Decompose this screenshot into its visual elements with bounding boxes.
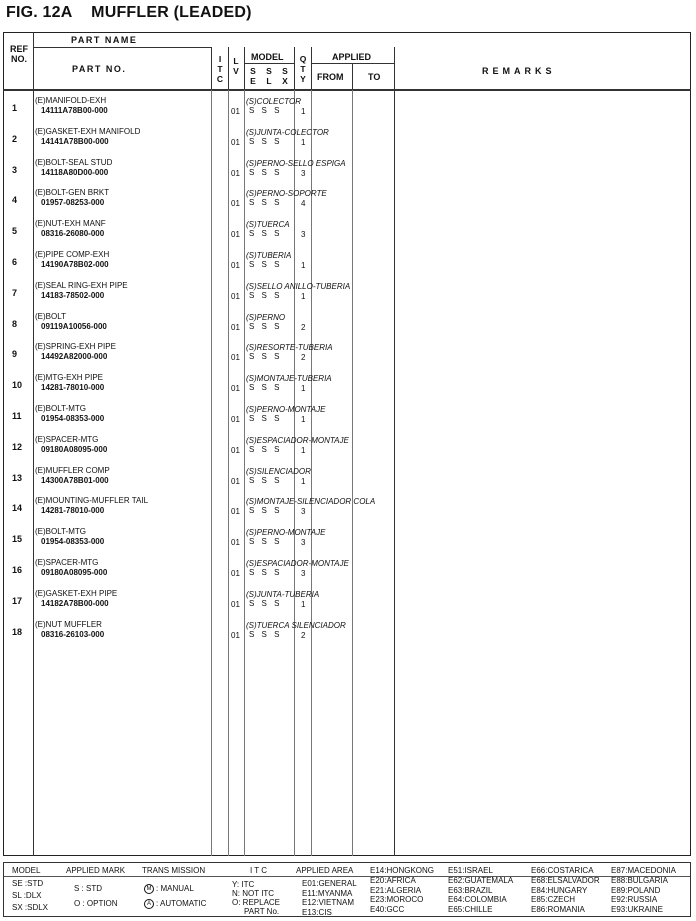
part-number: 08316-26103-000 — [41, 630, 105, 639]
ref-number: 8 — [12, 319, 18, 329]
ref-number: 14 — [12, 503, 23, 513]
spanish-name: (S)PERNO-MONTAJE — [246, 528, 326, 537]
spanish-name: (S)ESPACIADOR-MONTAJE — [246, 559, 349, 568]
spanish-name: (S)JUNTA-TUBERIA — [246, 590, 320, 599]
col-qty-line — [294, 47, 295, 89]
qty-header-q: Q — [299, 54, 307, 64]
col-to-line — [352, 63, 353, 89]
ref-number: 7 — [12, 288, 18, 298]
part-number: 09119A10056-000 — [41, 322, 107, 331]
ref-number: 1 — [12, 103, 18, 113]
part-number: 01957-08253-000 — [41, 198, 105, 207]
spanish-name: (S)PERNO-SOPORTE — [246, 189, 327, 198]
quantity: 1 — [301, 446, 306, 455]
area-e68: E68:ELSALVADOR — [531, 875, 600, 885]
part-name: (E)SPACER-MTG — [35, 435, 99, 444]
level-value: 01 — [231, 569, 240, 578]
ref-header-line1: REF — [10, 44, 28, 54]
area-e13: E13:CIS — [302, 907, 332, 917]
legend-area-col5 — [611, 866, 676, 915]
level-value: 01 — [231, 230, 240, 239]
quantity: 2 — [301, 323, 306, 332]
level-value: 01 — [231, 323, 240, 332]
area-e21: E21:ALGERIA — [370, 885, 422, 895]
spanish-name: (S)TUERCA — [246, 220, 290, 229]
spanish-name: (S)MONTAJE-TUBERIA — [246, 374, 332, 383]
level-value: 01 — [231, 446, 240, 455]
ref-number: 16 — [12, 565, 23, 575]
legend-area-col3 — [448, 866, 513, 915]
quantity: 2 — [301, 631, 306, 640]
qty-header-y: Y — [300, 74, 306, 84]
model-availability: S S S — [249, 568, 280, 577]
part-name: (E)SPACER-MTG — [35, 558, 99, 567]
model-availability: S S S — [249, 445, 280, 454]
spanish-name: (S)SILENCIADOR — [246, 467, 311, 476]
model-divider — [244, 63, 294, 64]
qty-header-t: T — [300, 64, 306, 74]
part-name: (E)BOLT-MTG — [35, 404, 86, 413]
quantity: 4 — [301, 199, 306, 208]
legend-trans-automatic — [144, 899, 206, 909]
page-title — [6, 4, 252, 22]
from-header: FROM — [317, 72, 344, 82]
legend-automatic-label: : AUTOMATIC — [156, 899, 207, 909]
area-e66: E66:COSTARICA — [531, 866, 594, 875]
part-name: (E)GASKET-EXH PIPE — [35, 589, 118, 598]
ref-number: 10 — [12, 380, 23, 390]
ref-number: 18 — [12, 627, 23, 637]
part-name: (E)BOLT — [35, 312, 66, 321]
area-e12: E12:VIETNAM — [302, 898, 355, 907]
quantity: 1 — [301, 261, 306, 270]
part-number: 09180A08095-000 — [41, 568, 108, 577]
part-number: 14141A78B00-000 — [41, 137, 109, 146]
ref-number: 5 — [12, 226, 18, 236]
legend-mark-option: O : OPTION — [74, 899, 118, 908]
model-availability: S S S — [249, 229, 280, 238]
ref-number: 12 — [12, 442, 23, 452]
part-name: (E)NUT-EXH MANF — [35, 219, 106, 228]
model-sx-top: S — [282, 66, 288, 76]
itc-header — [213, 54, 227, 84]
part-name: (E)MTG-EXH PIPE — [35, 373, 104, 382]
model-se-top: S — [250, 66, 256, 76]
quantity: 1 — [301, 384, 306, 393]
legend-applied-mark-header: APPLIED MARK — [66, 866, 126, 875]
part-name: (E)MUFFLER COMP — [35, 466, 110, 475]
model-sl-top: S — [266, 66, 272, 76]
ref-number: 2 — [12, 134, 18, 144]
model-availability: S S S — [249, 168, 280, 177]
quantity: 1 — [301, 107, 306, 116]
spanish-name: (S)PERNO — [246, 313, 286, 322]
area-e62: E62:GUATEMALA — [448, 875, 514, 885]
area-e92: E92:RUSSIA — [611, 895, 658, 905]
legend-manual-label: : MANUAL — [156, 884, 194, 894]
itc-header-i: I — [218, 54, 222, 64]
manual-circle-icon: M — [144, 884, 154, 894]
area-e93: E93:UKRAINE — [611, 905, 664, 915]
spanish-name: (S)COLECTOR — [246, 97, 301, 106]
legend-transmission-header: TRANS MISSION — [142, 866, 206, 875]
model-availability: S S S — [249, 537, 280, 546]
header-bottom-line — [3, 89, 691, 91]
legend-area-col2 — [370, 866, 434, 915]
level-value: 01 — [231, 477, 240, 486]
itc-header-c: C — [216, 74, 224, 84]
spanish-name: (S)TUERCA SILENCIADOR — [246, 621, 346, 630]
col-itc-line — [211, 47, 212, 89]
spanish-name: (S)ESPACIADOR-MONTAJE — [246, 436, 349, 445]
ref-number: 3 — [12, 165, 18, 175]
area-e85: E85:CZECH — [531, 895, 576, 905]
part-name: (E)BOLT-GEN BRKT — [35, 188, 110, 197]
legend-itc-values — [232, 880, 280, 916]
legend-box — [3, 862, 691, 917]
quantity: 3 — [301, 169, 306, 178]
legend-itc-part-no: PART No. — [244, 907, 280, 916]
col-model-body-line — [244, 90, 245, 856]
spanish-name: (S)MONTAJE-SILENCIADOR COLA — [246, 497, 376, 506]
model-availability: S S S — [249, 291, 280, 300]
part-number: 14183-78502-000 — [41, 291, 105, 300]
applied-header: APPLIED — [332, 52, 372, 62]
area-e23: E23:MOROCO — [370, 895, 424, 905]
area-e87: E87:MACEDONIA — [611, 866, 676, 875]
part-number: 14300A78B01-000 — [41, 476, 109, 485]
lv-header-l: L — [233, 56, 239, 66]
ref-header-line2: NO. — [10, 54, 27, 64]
ref-number: 9 — [12, 349, 18, 359]
area-e65: E65:CHILLE — [448, 905, 493, 915]
ref-number: 6 — [12, 257, 18, 267]
spanish-name: (S)PERNO-MONTAJE — [246, 405, 326, 414]
area-e40: E40:GCC — [370, 905, 405, 915]
model-sx-bottom: X — [282, 76, 288, 86]
part-name: (E)BOLT-SEAL STUD — [35, 158, 113, 167]
level-value: 01 — [231, 507, 240, 516]
level-value: 01 — [231, 199, 240, 208]
legend-area-header: APPLIED AREA — [296, 866, 354, 875]
model-availability: S S S — [249, 260, 280, 269]
quantity: 3 — [301, 507, 306, 516]
part-number: 14281-78010-000 — [41, 383, 105, 392]
automatic-circle-icon: A — [144, 899, 154, 909]
model-availability: S S S — [249, 352, 280, 361]
area-e86: E86:ROMANIA — [531, 905, 585, 915]
col-to-body-line — [352, 90, 353, 856]
ref-number: 15 — [12, 534, 23, 544]
spanish-name: (S)SELLO ANILLO-TUBERIA — [246, 282, 351, 291]
legend-itc-y: Y: ITC — [232, 880, 255, 889]
model-col-se — [245, 66, 261, 86]
quantity: 2 — [301, 353, 306, 362]
legend-itc-header: I T C — [250, 866, 268, 875]
ref-no-header — [7, 44, 31, 64]
part-number: 14492A82000-000 — [41, 352, 108, 361]
qty-header — [296, 54, 310, 84]
legend-mark-std: S : STD — [74, 884, 103, 893]
quantity: 1 — [301, 138, 306, 147]
quantity: 3 — [301, 569, 306, 578]
model-col-sx — [277, 66, 293, 86]
part-number: 01954-08353-000 — [41, 414, 105, 423]
legend-itc-o: O: REPLACE — [232, 898, 281, 907]
area-e84: E84:HUNGARY — [531, 885, 588, 895]
legend-area-col4 — [531, 866, 600, 915]
part-number: 01954-08353-000 — [41, 537, 105, 546]
part-name-header: PART NAME — [71, 35, 138, 45]
area-e64: E64:COLOMBIA — [448, 895, 507, 905]
part-name: (E)SPRING-EXH PIPE — [35, 342, 116, 351]
model-sl-bottom: L — [266, 76, 272, 86]
model-availability: S S S — [249, 506, 280, 515]
model-availability: S S S — [249, 137, 280, 146]
quantity: 1 — [301, 600, 306, 609]
level-value: 01 — [231, 384, 240, 393]
figure-number: FIG. 12A — [6, 4, 73, 21]
part-number: 14182A78B00-000 — [41, 599, 109, 608]
area-e01: E01:GENERAL — [302, 879, 357, 888]
area-e51: E51:ISRAEL — [448, 866, 493, 875]
model-availability: S S S — [249, 599, 280, 608]
model-availability: S S S — [249, 106, 280, 115]
part-number: 14118A80D00-000 — [41, 168, 109, 177]
level-value: 01 — [231, 138, 240, 147]
quantity: 1 — [301, 477, 306, 486]
model-availability: S S S — [249, 198, 280, 207]
legend-trans-manual — [144, 884, 194, 894]
ref-number: 11 — [12, 411, 22, 421]
col-ref-line — [33, 32, 34, 856]
spanish-name: (S)RESORTE-TUBERIA — [246, 343, 333, 352]
area-e11: E11:MYANMA — [302, 888, 353, 898]
level-value: 01 — [231, 292, 240, 301]
legend-model-header: MODEL — [12, 866, 41, 875]
quantity: 3 — [301, 538, 306, 547]
part-number: 14190A78B02-000 — [41, 260, 109, 269]
area-e20: E20:AFRICA — [370, 875, 416, 885]
part-name-divider — [33, 47, 211, 48]
level-value: 01 — [231, 538, 240, 547]
level-value: 01 — [231, 600, 240, 609]
model-header: MODEL — [251, 52, 284, 62]
spanish-name: (S)JUNTA-COLECTOR — [246, 128, 329, 137]
level-value: 01 — [231, 631, 240, 640]
model-availability: S S S — [249, 414, 280, 423]
model-col-sl — [261, 66, 277, 86]
part-number: 14111A78B00-000 — [41, 106, 108, 115]
legend-model-sl: SL :DLX — [12, 891, 42, 900]
part-no-header: PART NO. — [72, 64, 127, 74]
part-name: (E)GASKET-EXH MANIFOLD — [35, 127, 141, 136]
area-e14: E14:HONGKONG — [370, 866, 435, 875]
part-number: 09180A08095-000 — [41, 445, 108, 454]
ref-number: 17 — [12, 596, 23, 606]
part-name: (E)PIPE COMP-EXH — [35, 250, 110, 259]
legend-area-col1 — [302, 879, 357, 917]
spanish-name: (S)TUBERIA — [246, 251, 292, 260]
legend-itc-n: N: NOT ITC — [232, 889, 275, 898]
area-e88: E88:BULGARIA — [611, 875, 668, 885]
part-name: (E)MOUNTING-MUFFLER TAIL — [35, 496, 149, 505]
spanish-name: (S)PERNO-SELLO ESPIGA — [246, 159, 346, 168]
part-name: (E)NUT MUFFLER — [35, 620, 102, 629]
col-applied-body-line — [311, 90, 312, 856]
ref-number: 4 — [12, 195, 18, 205]
remarks-header: REMARKS — [482, 66, 556, 76]
figure-title: MUFFLER (LEADED) — [91, 4, 252, 21]
level-value: 01 — [231, 261, 240, 270]
area-e89: E89:POLAND — [611, 885, 661, 895]
legend-model-sx: SX :SDLX — [12, 903, 49, 912]
col-itc-body-line — [211, 90, 212, 856]
level-value: 01 — [231, 107, 240, 116]
ref-number: 13 — [12, 473, 23, 483]
model-se-bottom: E — [250, 76, 256, 86]
quantity: 1 — [301, 415, 306, 424]
model-availability: S S S — [249, 476, 280, 485]
quantity: 3 — [301, 230, 306, 239]
part-name: (E)SEAL RING-EXH PIPE — [35, 281, 128, 290]
level-value: 01 — [231, 353, 240, 362]
lv-header-v: V — [233, 66, 239, 76]
part-name: (E)MANIFOLD-EXH — [35, 96, 107, 105]
legend-model-se: SE :STD — [12, 879, 44, 888]
level-value: 01 — [231, 169, 240, 178]
part-number: 14281-78010-000 — [41, 506, 105, 515]
col-remarks-line — [394, 47, 395, 856]
part-number: 08316-26080-000 — [41, 229, 105, 238]
model-availability: S S S — [249, 630, 280, 639]
to-header: TO — [368, 72, 381, 82]
quantity: 1 — [301, 292, 306, 301]
area-e63: E63:BRAZIL — [448, 885, 493, 895]
part-name: (E)BOLT-MTG — [35, 527, 86, 536]
col-applied-line — [311, 47, 312, 89]
col-lv-body-line — [228, 90, 229, 856]
itc-header-t: T — [217, 64, 223, 74]
model-availability: S S S — [249, 322, 280, 331]
model-availability: S S S — [249, 383, 280, 392]
level-value: 01 — [231, 415, 240, 424]
lv-header — [229, 56, 243, 76]
